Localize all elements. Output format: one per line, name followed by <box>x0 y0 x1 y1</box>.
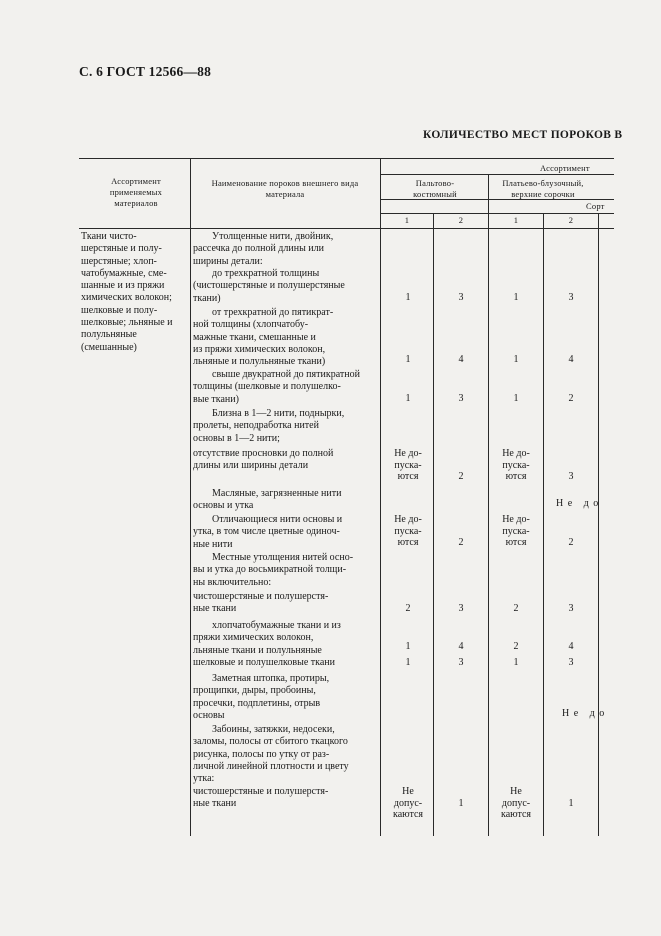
sort-value: 2 <box>568 393 574 404</box>
defect-line: пряжи химических волокон, <box>193 632 314 644</box>
col-divider-4 <box>488 174 489 836</box>
sort-value: 3 <box>568 603 574 614</box>
defect-line: чистошерстяные и полушерстя- <box>193 786 329 797</box>
sort-value: 1 <box>513 657 519 668</box>
sort-value: 1 <box>513 292 519 303</box>
defect-line: Близна в 1—2 нити, поднырки, <box>212 408 345 419</box>
table-top-rule <box>79 158 614 159</box>
defect-line: льняные и полульняные ткани) <box>193 356 326 368</box>
sort-value: 1 <box>405 641 411 652</box>
sort-value: 1 <box>405 292 411 303</box>
material-cell: Ткани чисто-шерстяные и полу-шерстяные; хлоп-чатобумажные, сме-шанные и из пряжи химических волокон; шелковые и полу-шелковые; льняные и полульняные (смешанные) <box>81 231 173 353</box>
sort-value: Не до- пуска- ются <box>394 448 422 482</box>
sort-value: Не допус- каются <box>500 786 531 820</box>
defect-line: пролеты, неподработка нитей <box>193 420 319 432</box>
defect-line: ные нити <box>193 538 233 550</box>
sort-value: 2 <box>458 537 464 548</box>
defect-line: Утолщенные нити, двойник, <box>212 231 334 242</box>
col-header-group1: Пальтово-костюмный <box>413 178 457 199</box>
sort-number: 1 <box>513 215 519 225</box>
sort-value: 4 <box>568 641 574 652</box>
defect-line: льняные ткани и полульняные <box>193 644 322 656</box>
col-divider-2 <box>380 158 381 836</box>
sort-value: 3 <box>458 292 464 303</box>
defect-line: утка: <box>193 773 215 785</box>
sort-value: 1 <box>458 798 464 809</box>
sort-value: 1 <box>568 798 574 809</box>
defect-line: от трехкратной до пятикрат- <box>212 307 334 318</box>
sort-value: 2 <box>568 537 574 548</box>
header-rule-assort <box>380 174 614 175</box>
defect-line: ной толщины (хлопчатобу- <box>193 319 309 331</box>
sort-value: 1 <box>513 393 519 404</box>
sort-value: 3 <box>458 393 464 404</box>
defect-line: ны включительно: <box>193 576 272 588</box>
defect-line: мажные ткани, смешанные и <box>193 331 316 343</box>
sort-value: 2 <box>458 471 464 482</box>
header-rule-sortnum <box>380 213 614 214</box>
defect-line: рассечка до полной длины или <box>193 243 324 255</box>
defect-line: личной линейной плотности и цвету <box>193 760 349 772</box>
col-divider-6 <box>598 213 599 836</box>
sort-value: 2 <box>513 641 519 652</box>
col-header-sort: Сорт <box>586 201 605 211</box>
sort-value: 3 <box>568 471 574 482</box>
sort-value: 3 <box>568 292 574 303</box>
sort-value: Не до- пуска- ются <box>502 448 530 482</box>
header-bottom-rule <box>79 228 614 229</box>
sort-value: 3 <box>458 603 464 614</box>
defect-line: из пряжи химических волокон, <box>193 343 326 355</box>
spanning-note: Н е д о <box>556 498 600 509</box>
table-title: КОЛИЧЕСТВО МЕСТ ПОРОКОВ В <box>423 129 623 141</box>
defect-line: основы и утка <box>193 500 254 512</box>
defect-line: ные ткани <box>193 603 237 615</box>
sort-value: 1 <box>405 354 411 365</box>
defect-line: до трехкратной толщины <box>212 268 320 279</box>
defect-line: просечки, подплетины, отрыв <box>193 697 321 709</box>
defect-line: длины или ширины детали <box>193 460 309 472</box>
defect-line: чистошерстяные и полушерстя- <box>193 591 329 602</box>
sort-value: 3 <box>568 657 574 668</box>
sort-number: 2 <box>458 215 464 225</box>
col-divider-1 <box>190 158 191 836</box>
sort-value: 4 <box>568 354 574 365</box>
sort-number: 1 <box>404 215 410 225</box>
spanning-note: Н е д о <box>562 708 606 719</box>
defect-line: вы и утка до восьмикратной толщи- <box>193 564 347 576</box>
col-header-assortment-top: Ассортимент <box>540 163 590 173</box>
defect-line: основы <box>193 709 225 721</box>
defect-line: хлопчатобумажные ткани и из <box>212 620 341 631</box>
defect-line: (чистошерстяные и полушерстяные <box>193 280 345 292</box>
sort-value: Не до- пуска- ются <box>394 514 422 548</box>
defect-line: свыше двукратной до пятикратной <box>212 369 360 380</box>
defect-line: Заметная штопка, протиры, <box>212 673 330 684</box>
defect-line: шелковые и полушелковые ткани <box>193 657 335 668</box>
sort-value: 1 <box>405 657 411 668</box>
defect-line: Забоины, затяжки, недосеки, <box>212 724 335 735</box>
col-divider-5 <box>543 213 544 836</box>
sort-number: 2 <box>568 215 574 225</box>
sort-value: Не до- пуска- ются <box>502 514 530 548</box>
sort-value: 3 <box>458 657 464 668</box>
defect-line: вые ткани) <box>193 393 239 405</box>
defect-line: основы в 1—2 нити; <box>193 432 280 444</box>
defect-line: Масляные, загрязненные нити <box>212 488 342 499</box>
sort-value: 4 <box>458 354 464 365</box>
defect-line: Отличающиеся нити основы и <box>212 514 343 525</box>
defect-line: Местные утолщения нитей осно- <box>212 552 354 563</box>
sort-value: 4 <box>458 641 464 652</box>
defect-line: отсутствие просновки до полной <box>193 448 334 459</box>
defect-line: прощипки, дыры, пробоины, <box>193 685 316 697</box>
defect-line: рисунка, полосы по утку от раз- <box>193 748 330 760</box>
col-header-group2: Платьево-блузочный, верхние сорочки <box>502 178 584 199</box>
sort-value: 2 <box>405 603 411 614</box>
sort-value: 1 <box>405 393 411 404</box>
col-header-defect: Наименование пороков внешнего вида материала <box>211 178 359 199</box>
sort-value: 2 <box>513 603 519 614</box>
defect-line: ные ткани <box>193 798 237 810</box>
sort-value: 1 <box>513 354 519 365</box>
col-header-assortment: Ассортимент применяемых материалов <box>109 176 163 208</box>
page-header: С. 6 ГОСТ 12566—88 <box>79 64 212 79</box>
defect-line: утка, в том числе цветные одиноч- <box>193 526 340 538</box>
defect-line: заломы, полосы от сбитого ткацкого <box>193 736 348 748</box>
defect-line: ткани) <box>193 292 221 304</box>
defect-line: ширины детали: <box>193 255 263 267</box>
sort-value: Не допус- каются <box>392 786 423 820</box>
defect-line: толщины (шелковые и полушелко- <box>193 381 341 393</box>
